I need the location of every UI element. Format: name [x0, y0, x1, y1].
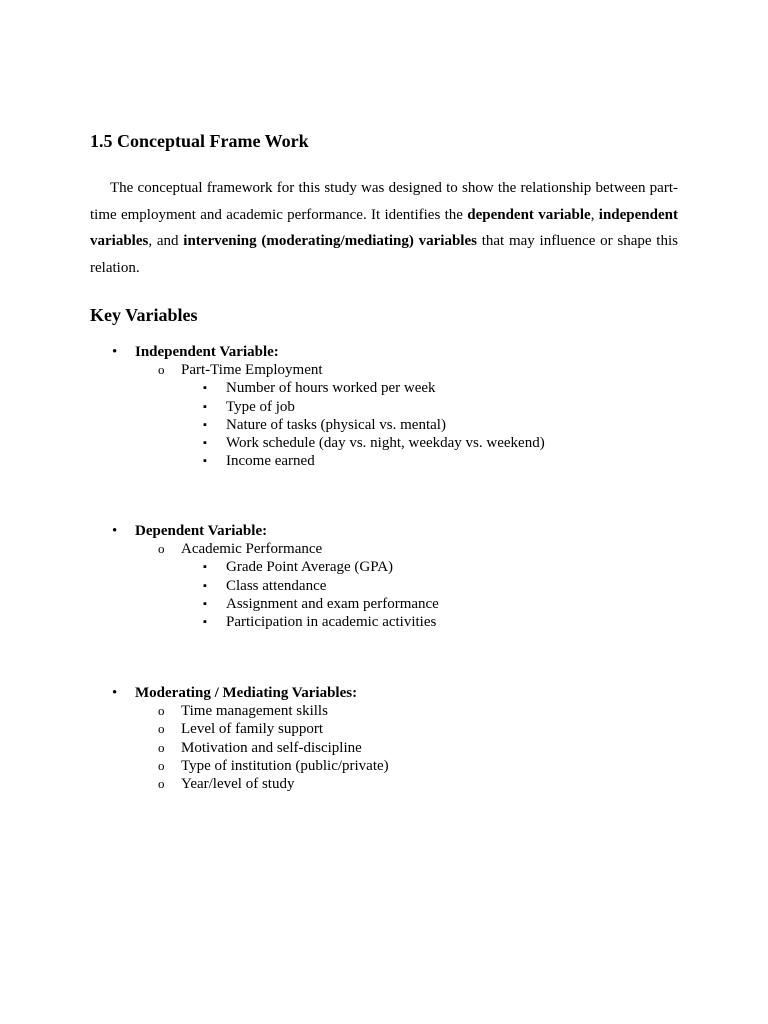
list-item-text: Income earned: [226, 453, 315, 470]
list-item: [0, 577, 768, 595]
moderating-variables-block: [0, 684, 768, 793]
section-heading: 1.5 Conceptual Frame Work: [90, 131, 309, 151]
list-item: [0, 558, 768, 576]
list-item-text: Work schedule (day vs. night, weekday vs. weekend): [226, 434, 545, 451]
intro-bold-dependent: dependent variable: [467, 206, 591, 223]
bullet-circle: o: [158, 703, 165, 719]
bullet-circle: o: [158, 362, 165, 378]
list-item: [0, 379, 768, 397]
list-item: [0, 613, 768, 631]
bullet-square: ▪: [203, 382, 207, 395]
bullet-circle: o: [158, 541, 165, 557]
list-item: [0, 757, 768, 775]
list-item: [0, 361, 768, 379]
list-item-text: Level of family support: [181, 721, 324, 738]
list-item-text: Grade Point Average (GPA): [226, 559, 394, 576]
bullet-square: ▪: [203, 455, 207, 468]
list-item-text: Type of job: [226, 398, 295, 415]
intro-bold-intervening: intervening (moderating/mediating) variables: [183, 233, 477, 250]
bullet-circle: o: [158, 739, 165, 755]
dependent-variable-title: Dependent Variable:: [135, 523, 268, 539]
list-item: [0, 452, 768, 470]
bullet-disc: •: [112, 344, 118, 360]
intro-bold-independent: independent variables: [90, 206, 678, 250]
list-item-text: Year/level of study: [181, 775, 295, 792]
dependent-variable-sub: Academic Performance: [181, 541, 323, 558]
list-item: [0, 720, 768, 738]
list-item: [0, 398, 768, 416]
independent-variable-block: [0, 343, 768, 470]
bullet-square: ▪: [203, 561, 207, 574]
list-item-text: Time management skills: [181, 703, 328, 720]
list-item: [0, 684, 768, 702]
intro-text-4: that may influence or shape this relation.: [90, 233, 678, 277]
intro-text-2: ,: [590, 206, 599, 223]
dependent-variable-block: [0, 522, 768, 631]
list-item-text: Participation in academic activities: [226, 613, 437, 630]
list-item: [0, 343, 768, 361]
bullet-square: ▪: [203, 418, 207, 431]
bullet-square: ▪: [203, 615, 207, 628]
bullet-disc: •: [112, 685, 118, 701]
list-item: [0, 416, 768, 434]
list-item-text: Number of hours worked per week: [226, 380, 436, 397]
bullet-circle: o: [158, 721, 165, 737]
list-item: [0, 702, 768, 720]
independent-variable-title: Independent Variable:: [135, 344, 279, 360]
list-item-text: Type of institution (public/private): [181, 757, 389, 774]
bullet-square: ▪: [203, 579, 207, 592]
list-item: [0, 434, 768, 452]
list-item-text: Assignment and exam performance: [226, 595, 439, 612]
list-item: [0, 540, 768, 558]
moderating-variables-title: Moderating / Mediating Variables:: [135, 685, 358, 701]
bullet-disc: •: [112, 523, 118, 539]
bullet-square: ▪: [203, 436, 207, 449]
list-item: [0, 775, 768, 793]
list-item: [0, 595, 768, 613]
list-item: [0, 739, 768, 757]
key-variables-heading: Key Variables: [90, 305, 198, 325]
intro-text-1: The conceptual framework for this study was designed to show the relationship between part-time employment and academic performance. It identifies the: [90, 180, 678, 223]
intro-text-3: , and: [148, 233, 184, 250]
bullet-square: ▪: [203, 597, 207, 610]
list-item: [0, 522, 768, 540]
bullet-circle: o: [158, 775, 165, 791]
intro-paragraph: [90, 175, 678, 282]
bullet-square: ▪: [203, 400, 207, 413]
list-item-text: Motivation and self-discipline: [181, 739, 362, 756]
bullet-circle: o: [158, 757, 165, 773]
independent-variable-sub: Part-Time Employment: [181, 362, 323, 379]
list-item-text: Nature of tasks (physical vs. mental): [226, 416, 446, 433]
list-item-text: Class attendance: [226, 577, 327, 594]
